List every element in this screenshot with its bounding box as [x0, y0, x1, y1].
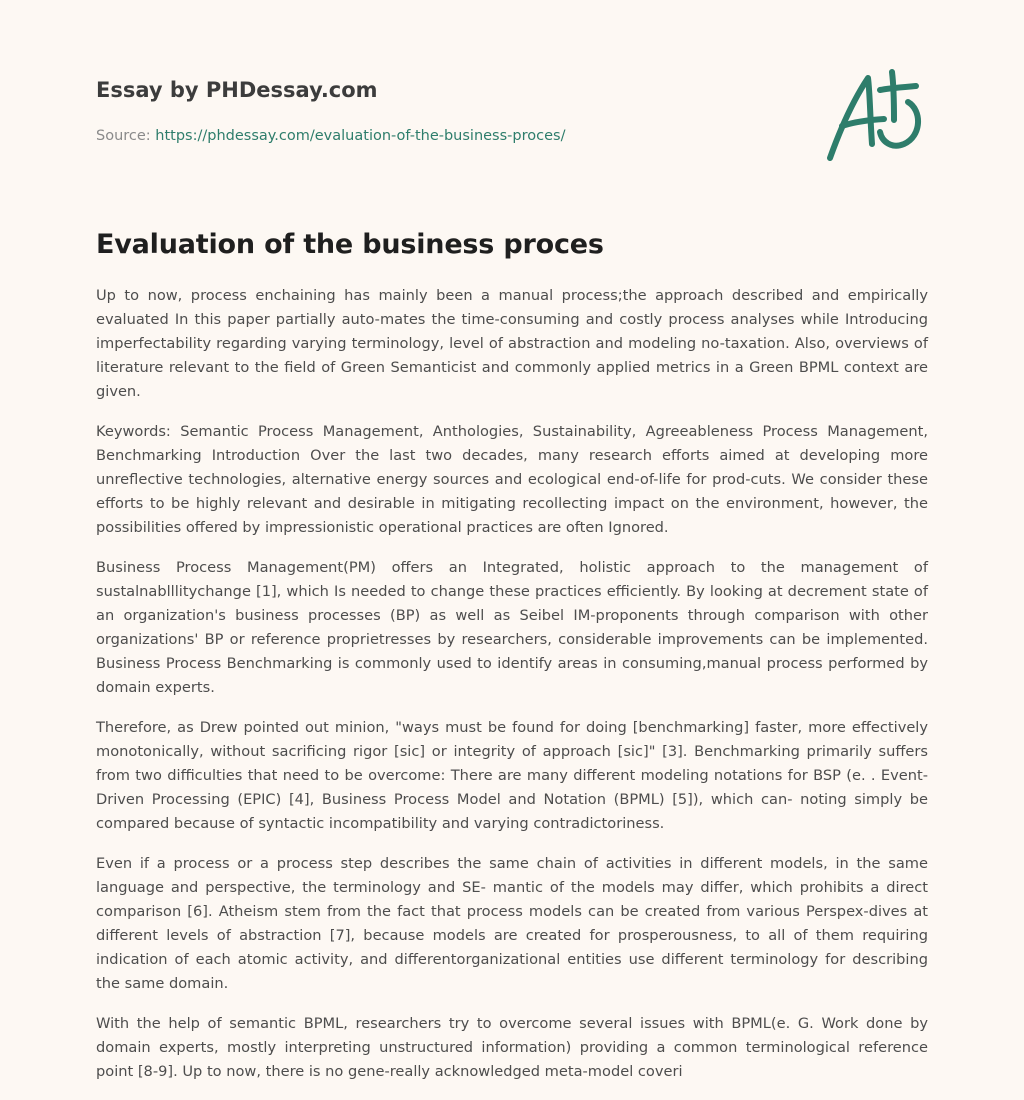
paragraph: Up to now, process enchaining has mainly been a manual process;the approach described and empirically evaluated In this paper partially auto-mates the time-consuming and costly process analyses while Introducing imperfectability regarding varying terminology, level of abstraction and modeling no-taxation. Also, overviews of literature relevant to the field of Green Semanticist and commonly applied metrics in a Green BPML context are given. [96, 287, 928, 400]
page-title: Evaluation of the business proces [96, 229, 604, 260]
paragraph: Business Process Management(PM) offers an Integrated, holistic approach to the management of sustalnablllitychange [1], which Is needed to change these practices efficiently. By looking at decrement state of an organization's business processes (BP) as well as Seibel IM-proponents through comparison with other organizations' BP or reference proprietresses by researchers, considerable improvements can be implemented. Business Process Benchmarking is commonly used to identify areas in consuming,manual process performed by domain experts. [96, 559, 928, 696]
source-label: Source: [96, 128, 151, 144]
source-line [96, 126, 796, 146]
paragraph: Even if a process or a process step describes the same chain of activities in different models, in the same language and perspective, the terminology and SE- mantic of the models may differ, which prohibits a direct comparison [6]. Atheism stem from the fact that process models can be created from various Perspex-dives at different levels of abstraction [7], because models are created for prosperousness, to all of them requiring indication of each atomic activity, and differentorganizational entities use different terminology for describing the same domain. [96, 855, 928, 992]
essay-body [96, 284, 928, 1100]
paragraph: Keywords: Semantic Process Management, Anthologies, Sustainability, Agreeableness Process Management, Benchmarking Introduction Over the last two decades, many research efforts aimed at developing more unreflective technologies, alternative energy sources and ecological end-of-life for prod-cuts. We consider these efforts to be highly relevant and desirable in mitigating recollecting impact on the environment, however, the possibilities offered by impressionistic operational practices are often Ignored. [96, 423, 928, 536]
paragraph: With the help of semantic BPML, researchers try to overcome several issues with BPML(e. G. Work done by domain experts, mostly interpreting unstructured information) providing a common terminological reference point [8-9]. Up to now, there is no gene-really acknowledged meta-model coveri [96, 1015, 928, 1080]
a-plus-grade-icon [818, 64, 930, 168]
page-header [96, 76, 796, 146]
site-brand: Essay by PHDessay.com [96, 78, 378, 102]
source-link[interactable]: https://phdessay.com/evaluation-of-the-business-proces/ [155, 128, 566, 144]
paragraph: Therefore, as Drew pointed out minion, "ways must be found for doing [benchmarking] faster, more effectively monotonically, without sacrificing rigor [sic] or integrity of approach [sic]" [3]. Benchmarking primarily suffers from two difficulties that need to be overcome: There are many different modeling notations for BSP (e. . Event-Driven Processing (EPIC) [4], Business Process Model and Notation (BPML) [5]), which can- noting simply be compared because of syntactic incompatibility and varying contradictoriness. [96, 719, 928, 832]
